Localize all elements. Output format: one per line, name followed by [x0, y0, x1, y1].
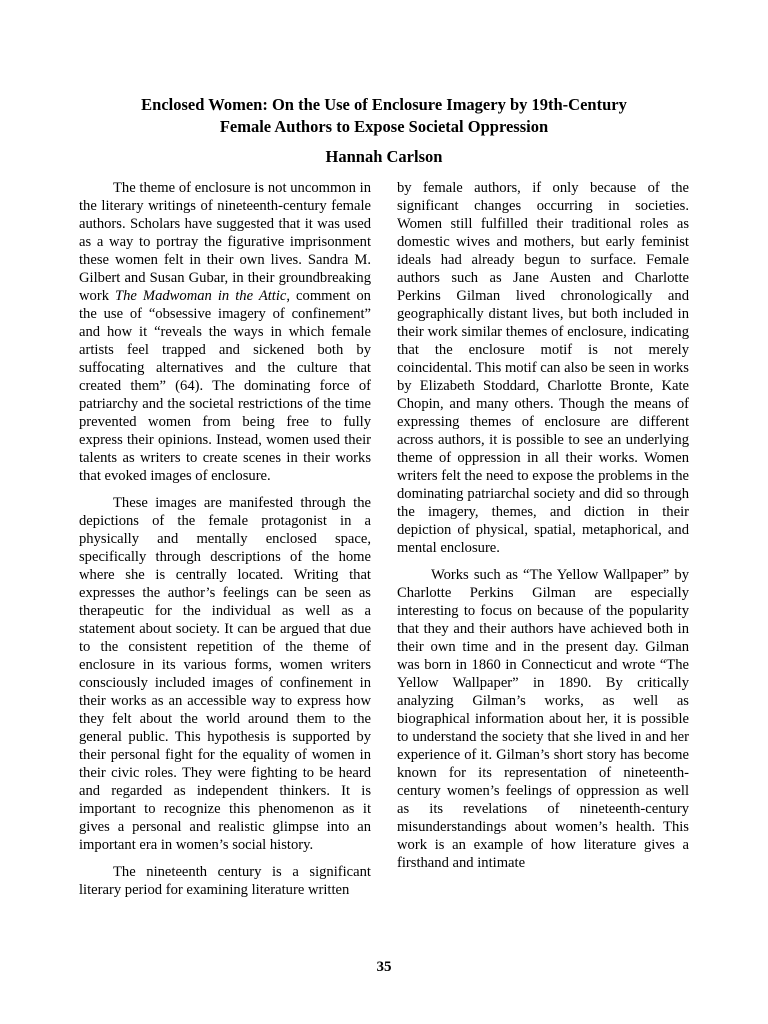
- left-column: [79, 179, 371, 908]
- right-column: [397, 179, 689, 881]
- paragraph-text: , comment on the use of “obsessive imagery of confinement” and how it “reveals the ways in which female artists feel trapped and sickened both by suffocating alternatives and the culture that created them” (64). The dominating force of patriarchy and the societal restrictions of the time prevented women from being free to fully express their opinions. Instead, women used their talents as writers to create scenes in their works that evoked images of enclosure.: [79, 288, 371, 484]
- paragraph-continued: by female authors, if only because of the significant changes occurring in societies. Women still fulfilled their traditional roles as domestic wives and mothers, but early feminist ideals had already begun to surface. Female authors such as Jane Austen and Charlotte Perkins Gilman lived chronologically and geographically distant lives, but both included in their work similar themes of enclosure, indicating that the enclosure motif is not merely coincidental. This motif can also be seen in works by Elizabeth Stoddard, Charlotte Bronte, Kate Chopin, and many others. Though the means of expressing themes of enclosure are different across authors, it is possible to see an underlying theme of oppression in all their works. Women writers felt the need to expose the problems in the dominating patriarchal society and did so through the imagery, themes, and diction in their depiction of physical, spatial, metaphorical, and mental enclosure.: [397, 180, 689, 556]
- paragraph: These images are manifested through the depictions of the female protagonist in a physically and mentally enclosed space, specifically through descriptions of the home where she is centrally located. Writing that expresses the author’s feelings can be seen as therapeutic for the individual as well as a statement about society. It can be argued that due to the consistent repetition of the theme of enclosure in its various forms, women writers consciously included images of confinement in their works as an accessible way to express how they felt about the world around them to the general public. This hypothesis is supported by their personal fight for the equality of women in their civic roles. They were fighting to be heard and regarded as independent thinkers. It is important to recognize this phenomenon as it gives a personal and realistic glimpse into an important era in women’s social history.: [79, 495, 371, 853]
- paper-title-line-2: Female Authors to Expose Societal Oppression: [219, 117, 549, 136]
- book-title: The Madwoman in the Attic: [115, 288, 287, 304]
- paper-title: [0, 94, 768, 138]
- paragraph: The nineteenth century is a significant literary period for examining literature written: [79, 864, 371, 898]
- paragraph: Works such as “The Yellow Wallpaper” by Charlotte Perkins Gilman are especially interesting to focus on because of the popularity that they and their authors have achieved both in their own time and in the present day. Gilman was born in 1860 in Connecticut and wrote “The Yellow Wallpaper” in 1890. By critically analyzing Gilman’s works, as well as biographical information about her, it is possible to understand the society that she lived in and her experience of it. Gilman’s short story has become known for its representation of nineteenth-century women’s feelings of oppression as well as its revelations of nineteenth-century misunderstandings about women’s health. This work is an example of how literature gives a firsthand and intimate: [397, 567, 689, 871]
- paragraph: [79, 179, 371, 485]
- page-number: 35: [376, 959, 392, 975]
- author-name: Hannah Carlson: [325, 147, 443, 166]
- paragraph-text: The theme of enclosure is not uncommon in the literary writings of nineteenth-century female authors. Scholars have suggested that it was used as a way to portray the figurative imprisonment these women felt in their own lives. Sandra M. Gilbert and Susan Gubar, in their groundbreaking work: [79, 180, 371, 304]
- paper-title-line-1: Enclosed Women: On the Use of Enclosure Imagery by 19th-Century: [141, 95, 627, 114]
